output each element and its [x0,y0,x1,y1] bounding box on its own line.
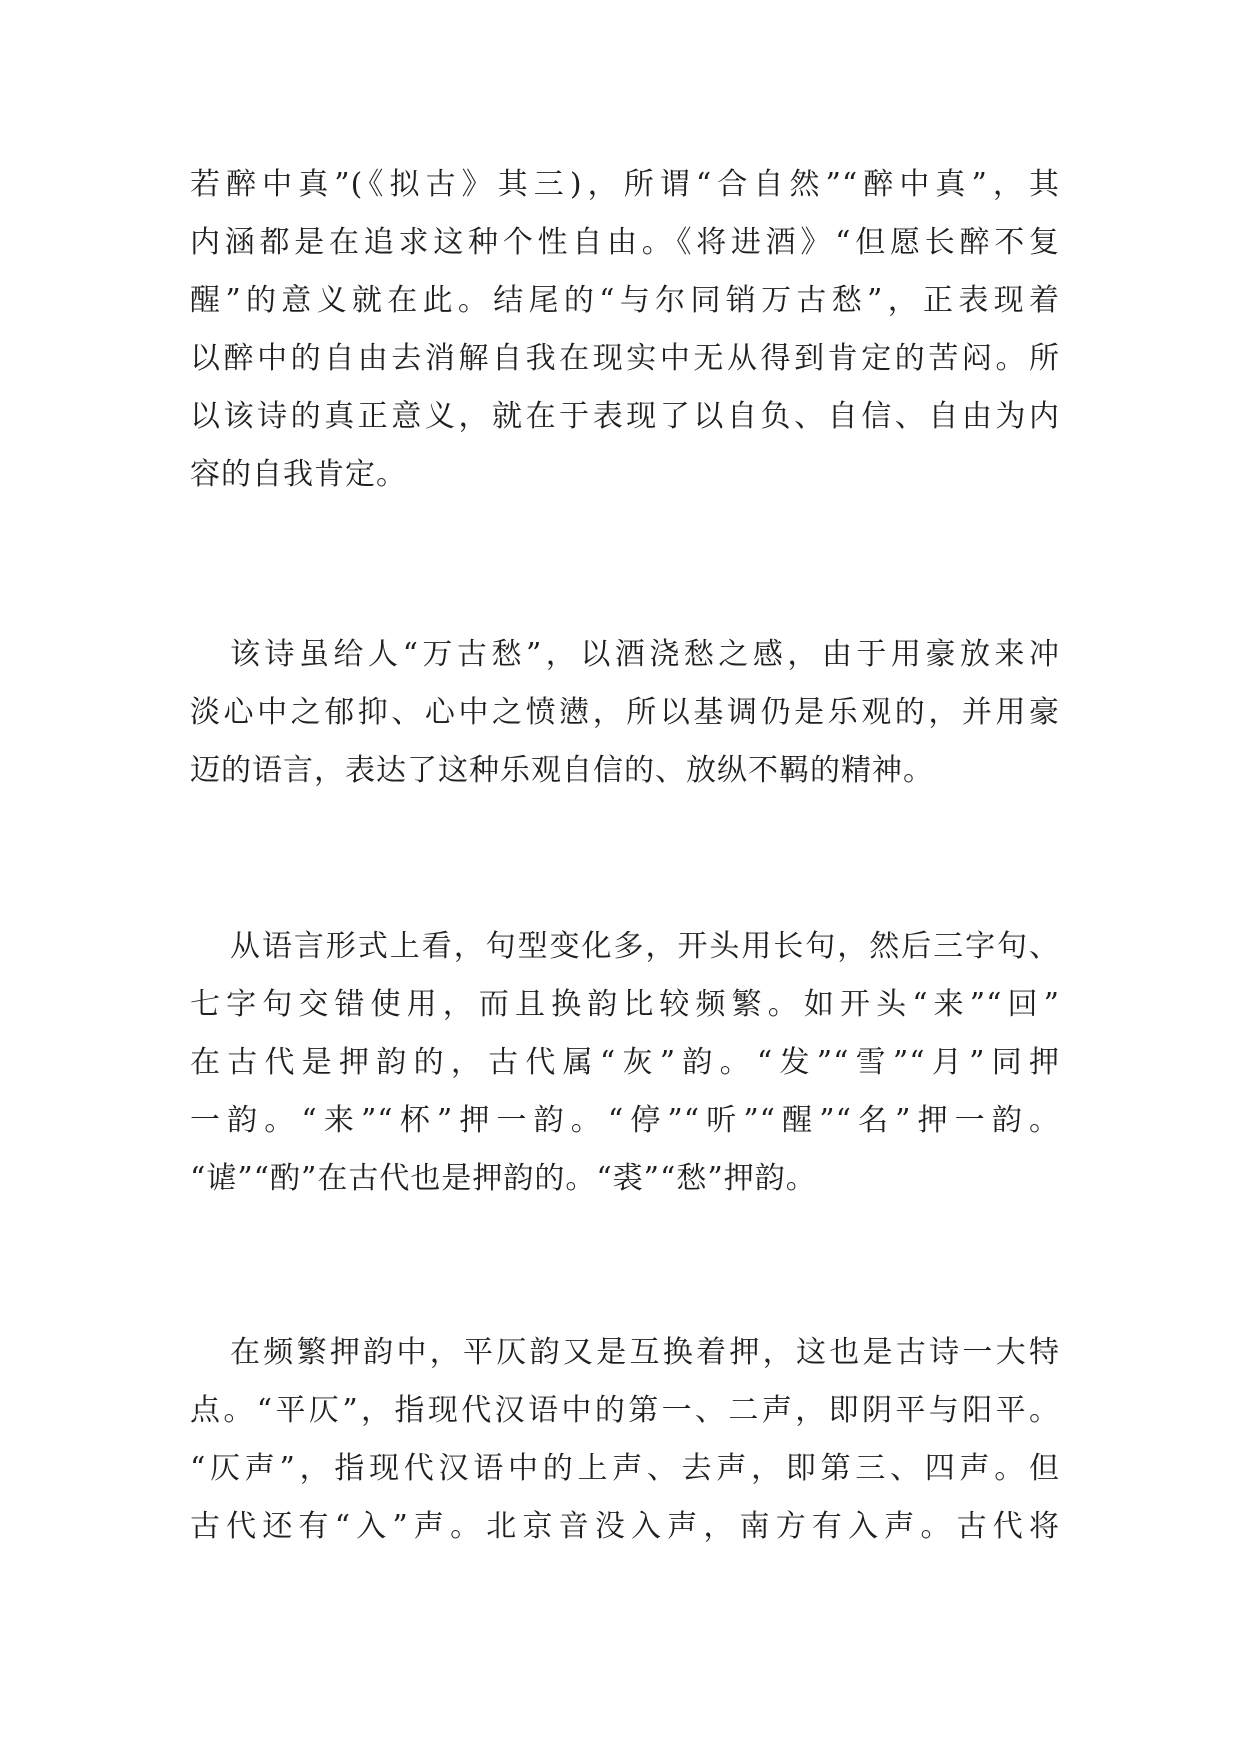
text-line: 容的自我肯定。 [190,457,407,492]
text-line: 一韵。“来”“杯”押一韵。“停”“听”“醒”“名”押一韵。 [190,1103,1060,1138]
text-line: “仄声”，指现代汉语中的上声、去声，即第三、四声。但 [190,1451,1060,1486]
text-line: 淡心中之郁抑、心中之愤懑，所以基调仍是乐观的，并用豪 [190,695,1060,730]
text-line: 该诗虽给人“万古愁”，以酒浇愁之感，由于用豪放来冲 [230,637,1060,672]
text-line: 迈的语言，表达了这种乐观自信的、放纵不羁的精神。 [190,753,934,788]
paragraph-2 [190,626,1060,800]
paragraph-1 [190,156,1060,504]
text-line: 点。“平仄”，指现代汉语中的第一、二声，即阴平与阳平。 [190,1393,1060,1428]
text-line: 七字句交错使用，而且换韵比较频繁。如开头“来”“回” [190,987,1060,1022]
text-line: 从语言形式上看，句型变化多，开头用长句，然后三字句、 [230,929,1060,964]
text-line: 在古代是押韵的，古代属“灰”韵。“发”“雪”“月”同押 [190,1045,1060,1080]
paragraph-3 [190,918,1060,1208]
text-line: 醒”的意义就在此。结尾的“与尔同销万古愁”，正表现着 [190,283,1060,318]
text-line: 以醉中的自由去消解自我在现实中无从得到肯定的苦闷。所 [190,341,1060,376]
text-line: 内涵都是在追求这种个性自由。《将进酒》“但愿长醉不复 [190,225,1060,260]
text-line: “谑”“酌”在古代也是押韵的。“裘”“愁”押韵。 [190,1161,817,1196]
text-line: 古代还有“入”声。北京音没入声，南方有入声。古代将 [190,1509,1060,1544]
text-line: 以该诗的真正意义，就在于表现了以自负、自信、自由为内 [190,399,1060,434]
text-line: 若醉中真”(《拟古》其三)，所谓“合自然”“醉中真”，其 [190,167,1060,202]
text-line: 在频繁押韵中，平仄韵又是互换着押，这也是古诗一大特 [230,1335,1060,1370]
paragraph-4 [190,1324,1060,1556]
